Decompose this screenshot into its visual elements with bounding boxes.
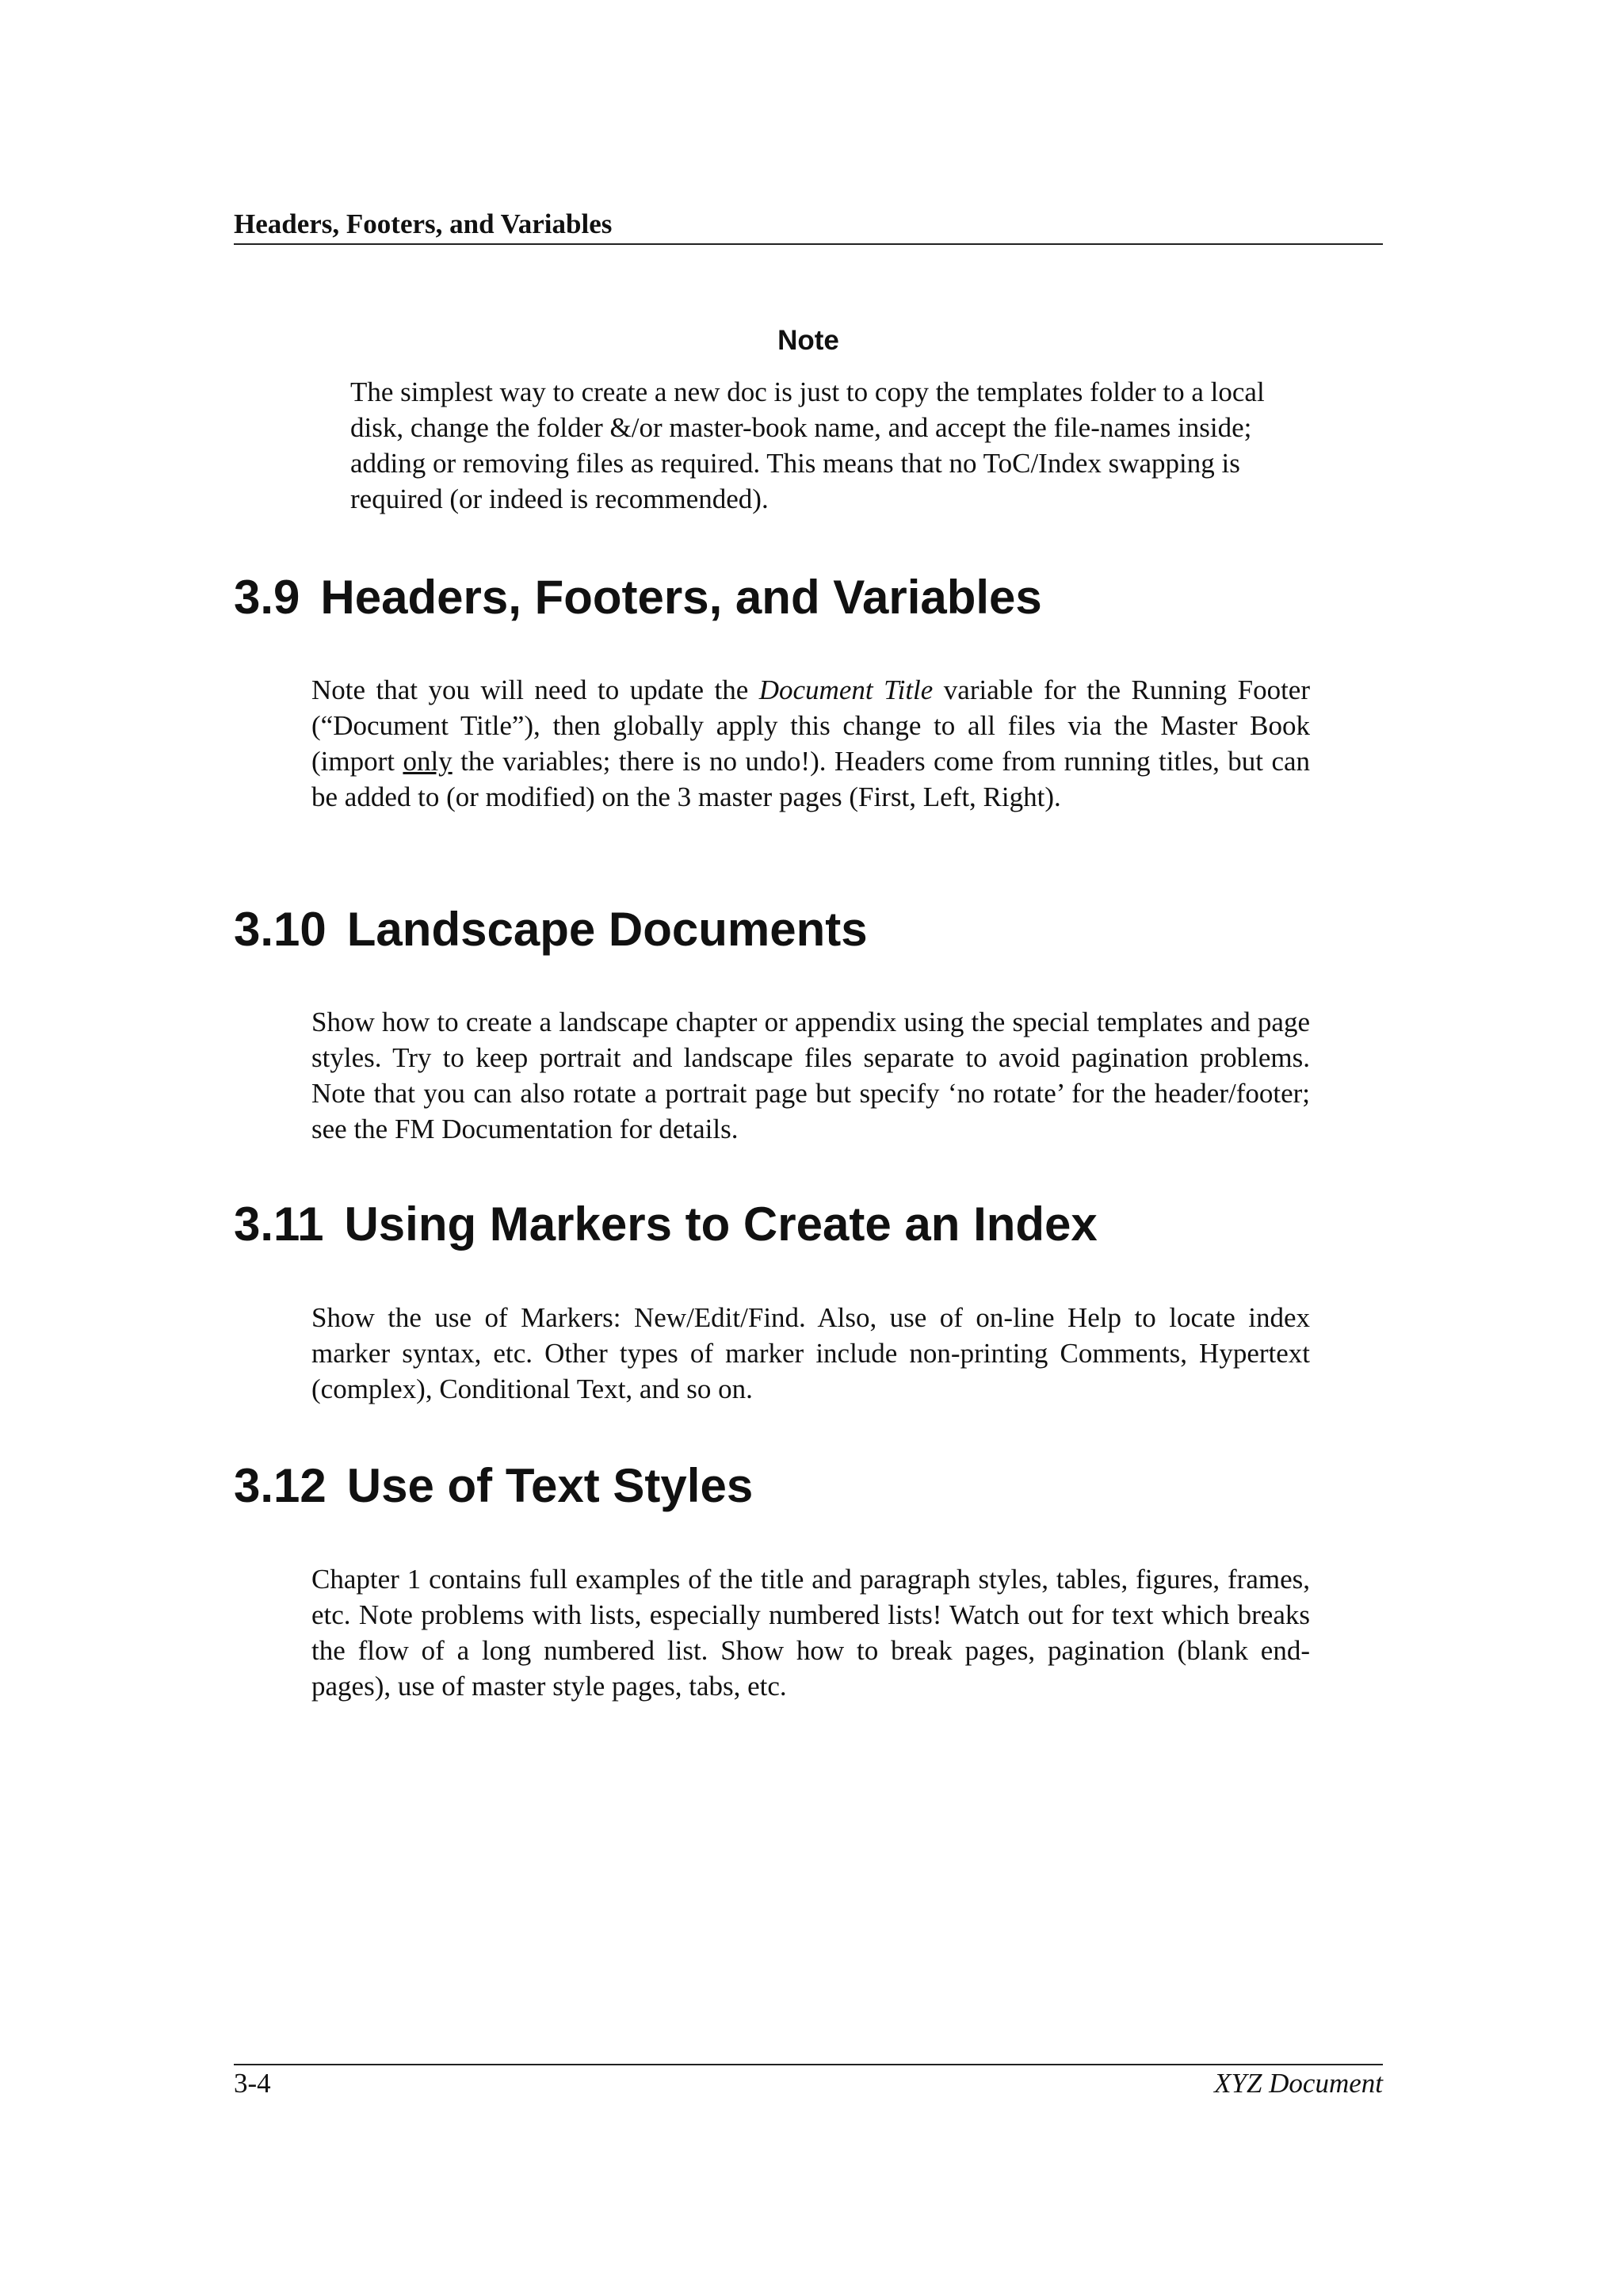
section-heading-3-9 [234,569,1383,626]
section-number: 3.12 [234,1459,327,1512]
running-footer-title: XYZ Document [1214,2068,1383,2099]
section-heading-3-10 [234,901,1383,958]
body-text: variable for the Running Footer (“Document Title”), then globally apply this change to all files via the Master Book (import [311,674,1310,777]
header-rule [234,243,1383,245]
section-title: Using Markers to Create an Index [344,1198,1098,1251]
section-number: 3.9 [234,571,300,624]
section-heading-3-11 [234,1196,1383,1253]
running-header: Headers, Footers, and Variables [234,208,613,239]
section-number: 3.11 [234,1198,324,1251]
section-body-3-9 [311,672,1310,815]
section-body-3-11: Show the use of Markers: New/Edit/Find. Also, use of on-line Help to locate index marker syntax, etc. Other types of marker include non-printing Comments, Hypertext (complex), Conditional Text, and so on. [311,1302,1310,1404]
section-title: Landscape Documents [346,903,868,956]
footer-rule [234,2064,1383,2065]
emphasis-underline: only [403,746,453,777]
section-body-3-10: Show how to create a landscape chapter or appendix using the special templates and page styles. Try to keep portrait and landscape files separate to avoid pagination problems. Note that you can also rotate a portrait page but specify ‘no rotate’ for the header/footer; see the FM Documentation for details. [311,1007,1310,1144]
note-body: The simplest way to create a new doc is just to copy the templates folder to a local disk, change the folder &/or master-book name, and accept the file-names inside; adding or removing files as required. This means that no ToC/Index swapping is required (or indeed is recommended). [350,376,1265,514]
section-title: Headers, Footers, and Variables [320,571,1042,624]
body-text: Note that you will need to update the [311,674,759,705]
body-text: the variables; there is no undo!). Headers come from running titles, but can be added to (or modified) on the 3 master pages (First, Left, Right). [311,746,1311,812]
section-number: 3.10 [234,903,327,956]
section-title: Use of Text Styles [346,1459,754,1512]
variable-name: Document Title [758,674,934,705]
section-body-3-12: Chapter 1 contains full examples of the title and paragraph styles, tables, figures, frames, etc. Note problems with lists, especially numbered lists! Watch out for text which breaks the flow of a long numbered list. Show how to break pages, pagination (blank end-pages), use of master style pages, tabs, etc. [311,1564,1310,1702]
page-number: 3-4 [234,2068,271,2099]
note-title: Note [777,325,839,356]
section-heading-3-12 [234,1457,1383,1515]
